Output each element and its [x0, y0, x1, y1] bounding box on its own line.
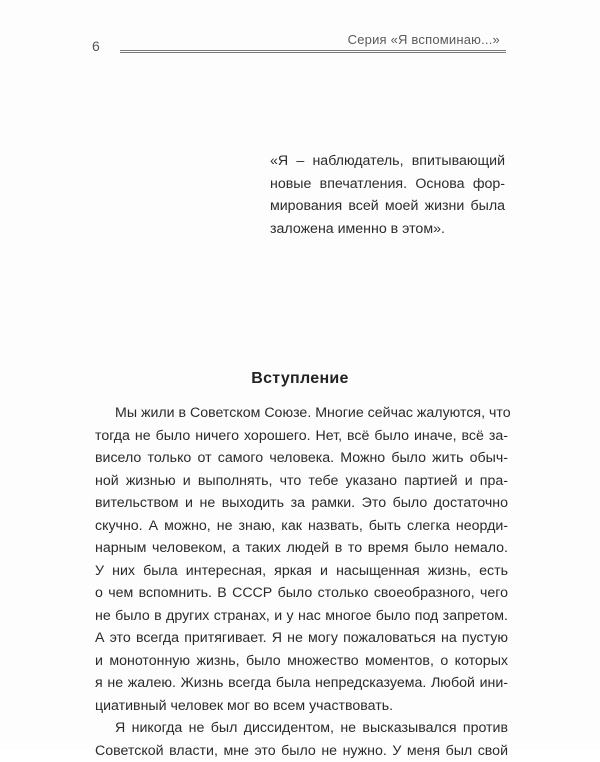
body-line: нарным человеком, а таких людей в то время было немало. [95, 537, 508, 560]
body-text [95, 402, 508, 762]
body-line: висело только от самого человека. Можно было жить обыч- [95, 447, 508, 470]
section-title: Вступление [0, 370, 600, 388]
body-line: ной жизнью и выполнять, что тебе указано партией и пра- [95, 470, 508, 493]
epigraph [270, 150, 505, 240]
epigraph-line: заложена именно в этом». [270, 218, 505, 241]
epigraph-line: «Я – наблюдатель, впитывающий [270, 150, 505, 173]
body-line: скучно. А можно, не знаю, как назвать, быть слегка неорди- [95, 515, 508, 538]
body-line: циативный человек мог во всем участвовать. [95, 695, 508, 718]
running-head [120, 32, 506, 54]
body-line: тогда не было ничего хорошего. Нет, всё было иначе, всё за- [95, 425, 508, 448]
epigraph-line: новые впечатления. Основа фор- [270, 173, 505, 196]
body-line: вительством и не выходить за рамки. Это было достаточно [95, 492, 508, 515]
series-title: Серия «Я вспоминаю...» [348, 32, 500, 47]
body-line: не было в других странах, и у нас многое было под запретом. [95, 605, 508, 628]
body-line: о чем вспомнить. В СССР было столько своеобразного, чего [95, 582, 508, 605]
page-number: 6 [92, 38, 100, 54]
body-line: А это всегда притягивает. Я не могу пожаловаться на пустую [95, 627, 508, 650]
header-rule [120, 50, 506, 53]
body-line: и монотонную жизнь, было множество моментов, о которых [95, 650, 508, 673]
body-line: Я никогда не был диссидентом, не высказывался против [95, 717, 508, 740]
body-line: Советской власти, мне это было не нужно. У меня был свой [95, 740, 508, 762]
body-line: У них была интересная, яркая и насыщенная жизнь, есть [95, 560, 508, 583]
body-line: Мы жили в Советском Союзе. Многие сейчас жалуются, что [95, 402, 508, 425]
body-line: я не жалею. Жизнь всегда была непредсказуема. Любой ини- [95, 672, 508, 695]
epigraph-line: мирования всей моей жизни была [270, 195, 505, 218]
